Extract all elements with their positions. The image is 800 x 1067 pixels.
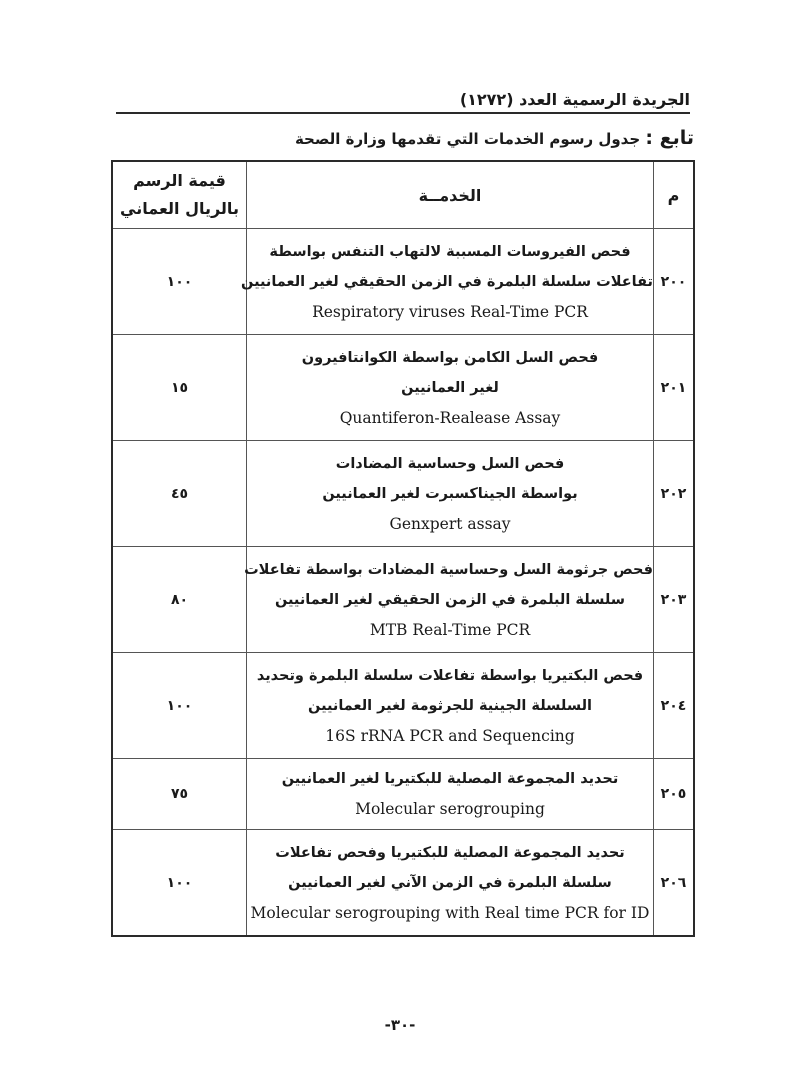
- table-title-text: جدول رسوم الخدمات التي تقدمها وزارة الصحة: [294, 130, 641, 148]
- row-index: ٢٠٤: [654, 653, 695, 759]
- running-head: الجريدة الرسمية العدد (١٢٧٢): [116, 88, 690, 114]
- service-ar-line: فحص السل الكامن بواسطة الكوانتافيرون: [301, 349, 599, 366]
- row-index: ٢٠٣: [654, 547, 695, 653]
- table-row: [112, 335, 694, 441]
- row-fee: ٧٥: [112, 759, 247, 830]
- table-title-lead: تابع :: [645, 127, 694, 149]
- table-row: [112, 441, 694, 547]
- service-en: Quantiferon-Realease Assay: [339, 408, 561, 427]
- table-row: [112, 653, 694, 759]
- header-fee-line2: بالريال العماني: [120, 199, 239, 218]
- row-service: [247, 759, 654, 830]
- table-header-row: [112, 161, 694, 229]
- row-fee: ٤٥: [112, 441, 247, 547]
- service-ar-line: فحص السل وحساسية المضادات: [335, 455, 565, 472]
- header-fee-line1: قيمة الرسم: [133, 171, 226, 190]
- service-ar-line: تحديد المجموعة المصلية للبكتيريا وفحص تفاعلات: [275, 844, 625, 861]
- fees-table: [111, 160, 695, 937]
- table-row: [112, 547, 694, 653]
- service-en: Molecular serogrouping with Real time PCR for ID: [250, 903, 650, 922]
- service-en: MTB Real-Time PCR: [369, 620, 531, 639]
- row-index: ٢٠٢: [654, 441, 695, 547]
- row-service: [244, 547, 654, 653]
- table-row: [112, 830, 694, 937]
- service-ar-line: سلسلة البلمرة في الزمن الحقيقي لغير العمانيين: [274, 591, 626, 608]
- header-service: الخدمــة: [247, 161, 654, 229]
- table-title: [116, 124, 694, 152]
- table-row: [112, 759, 694, 830]
- row-service: [247, 830, 654, 937]
- row-index: ٢٠٦: [654, 830, 695, 937]
- row-index: ٢٠١: [654, 335, 695, 441]
- page-number: -٣٠-: [384, 1016, 416, 1034]
- service-ar-line: سلسلة البلمرة في الزمن الآني لغير العمانيين: [288, 874, 612, 891]
- service-ar-line: السلسلة الجينية للجرثومة لغير العمانيين: [308, 697, 592, 714]
- row-service: [247, 335, 654, 441]
- row-fee: ١٠٠: [112, 830, 247, 937]
- service-ar-line: فحص البكتيريا بواسطة تفاعلات سلسلة البلمرة وتحديد: [256, 667, 644, 684]
- service-en: Molecular serogrouping: [355, 800, 545, 818]
- service-ar-line: بواسطة الجيناكسبرت لغير العمانيين: [322, 485, 578, 502]
- service-ar-line: فحص جرثومة السل وحساسية المضادات بواسطة تفاعلات: [244, 561, 653, 578]
- row-service: [247, 653, 654, 759]
- service-ar-line: فحص الفيروسات المسببة لالتهاب التنفس بواسطة: [269, 243, 631, 260]
- row-index: ٢٠٥: [654, 759, 695, 830]
- service-en: Genxpert assay: [389, 514, 511, 533]
- service-en: Respiratory viruses Real-Time PCR: [312, 302, 588, 321]
- row-service: [247, 441, 654, 547]
- header-index: م: [654, 161, 695, 229]
- header-fee: [112, 161, 247, 229]
- service-en: 16S rRNA PCR and Sequencing: [325, 726, 575, 745]
- row-fee: ١٥: [112, 335, 247, 441]
- service-ar-line: تحديد المجموعة المصلية للبكتيريا لغير العمانيين: [281, 771, 619, 787]
- row-fee: ١٠٠: [112, 229, 247, 335]
- row-index: ٢٠٠: [654, 229, 695, 335]
- table-row: [112, 229, 694, 335]
- row-service: [241, 229, 654, 335]
- service-ar-line: لغير العمانيين: [401, 379, 499, 396]
- row-fee: ٨٠: [112, 547, 247, 653]
- service-ar-line: تفاعلات سلسلة البلمرة في الزمن الحقيقي لغير العمانيين: [241, 273, 653, 290]
- row-fee: ١٠٠: [112, 653, 247, 759]
